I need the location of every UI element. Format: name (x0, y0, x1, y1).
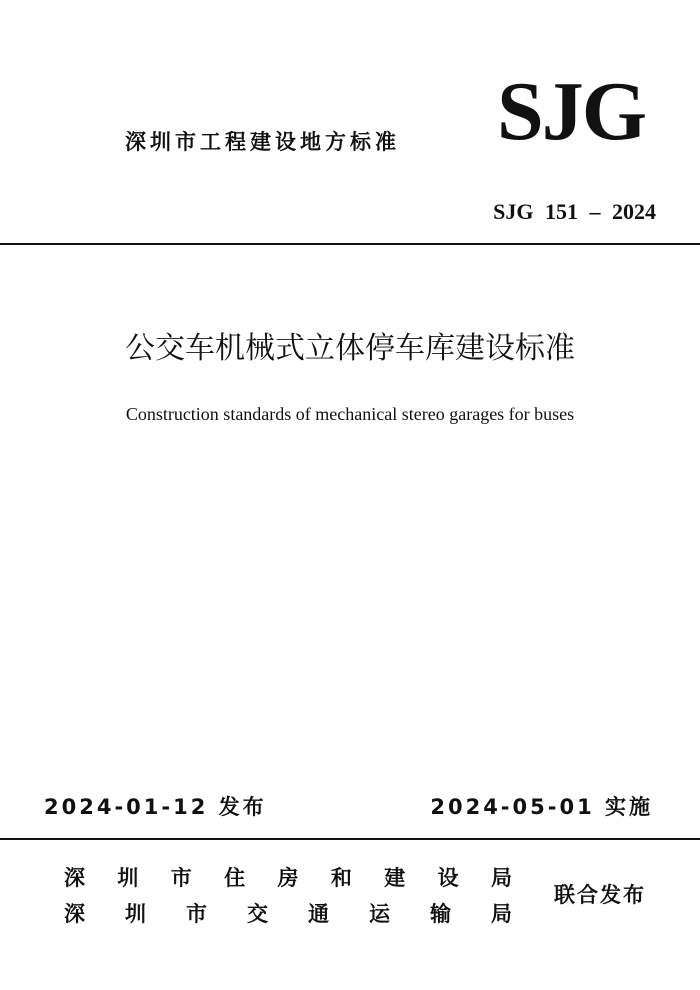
issuer-char: 深 (64, 902, 85, 926)
implementation-date: 2024-05-01 实施 (430, 795, 653, 819)
issuer-housing-bureau (64, 862, 512, 892)
issuer-char: 局 (491, 866, 512, 890)
standard-type-label: 深圳市工程建设地方标准 (125, 130, 400, 154)
issuer-char: 深 (64, 866, 85, 890)
issuer-char: 局 (491, 902, 512, 926)
issuer-char: 通 (308, 902, 329, 926)
issuer-char: 建 (384, 866, 406, 890)
issuer-char: 运 (369, 902, 390, 926)
issuer-char: 住 (224, 866, 246, 890)
issuer-char: 圳 (125, 902, 146, 926)
sjg-logo: SJG (497, 65, 646, 158)
issuer-char: 输 (430, 902, 451, 926)
document-title-english: Construction standards of mechanical stereo garages for buses (125, 404, 575, 424)
issue-date: 2024-01-12 发布 (44, 795, 267, 819)
issuer-char: 设 (437, 866, 459, 890)
issuer-char: 房 (277, 866, 299, 890)
document-title-chinese: 公交车机械式立体停车库建设标准 (125, 331, 575, 366)
top-divider (0, 243, 700, 245)
issuer-char: 和 (330, 866, 352, 890)
issuer-char: 市 (186, 902, 207, 926)
issuer-transport-bureau (64, 898, 512, 928)
joint-issue-label: 联合发布 (554, 883, 646, 907)
issuer-char: 圳 (117, 866, 139, 890)
issuer-char: 交 (247, 902, 268, 926)
standard-number: SJG 151 – 2024 (493, 199, 656, 224)
bottom-divider (0, 838, 700, 840)
issuer-char: 市 (170, 866, 192, 890)
